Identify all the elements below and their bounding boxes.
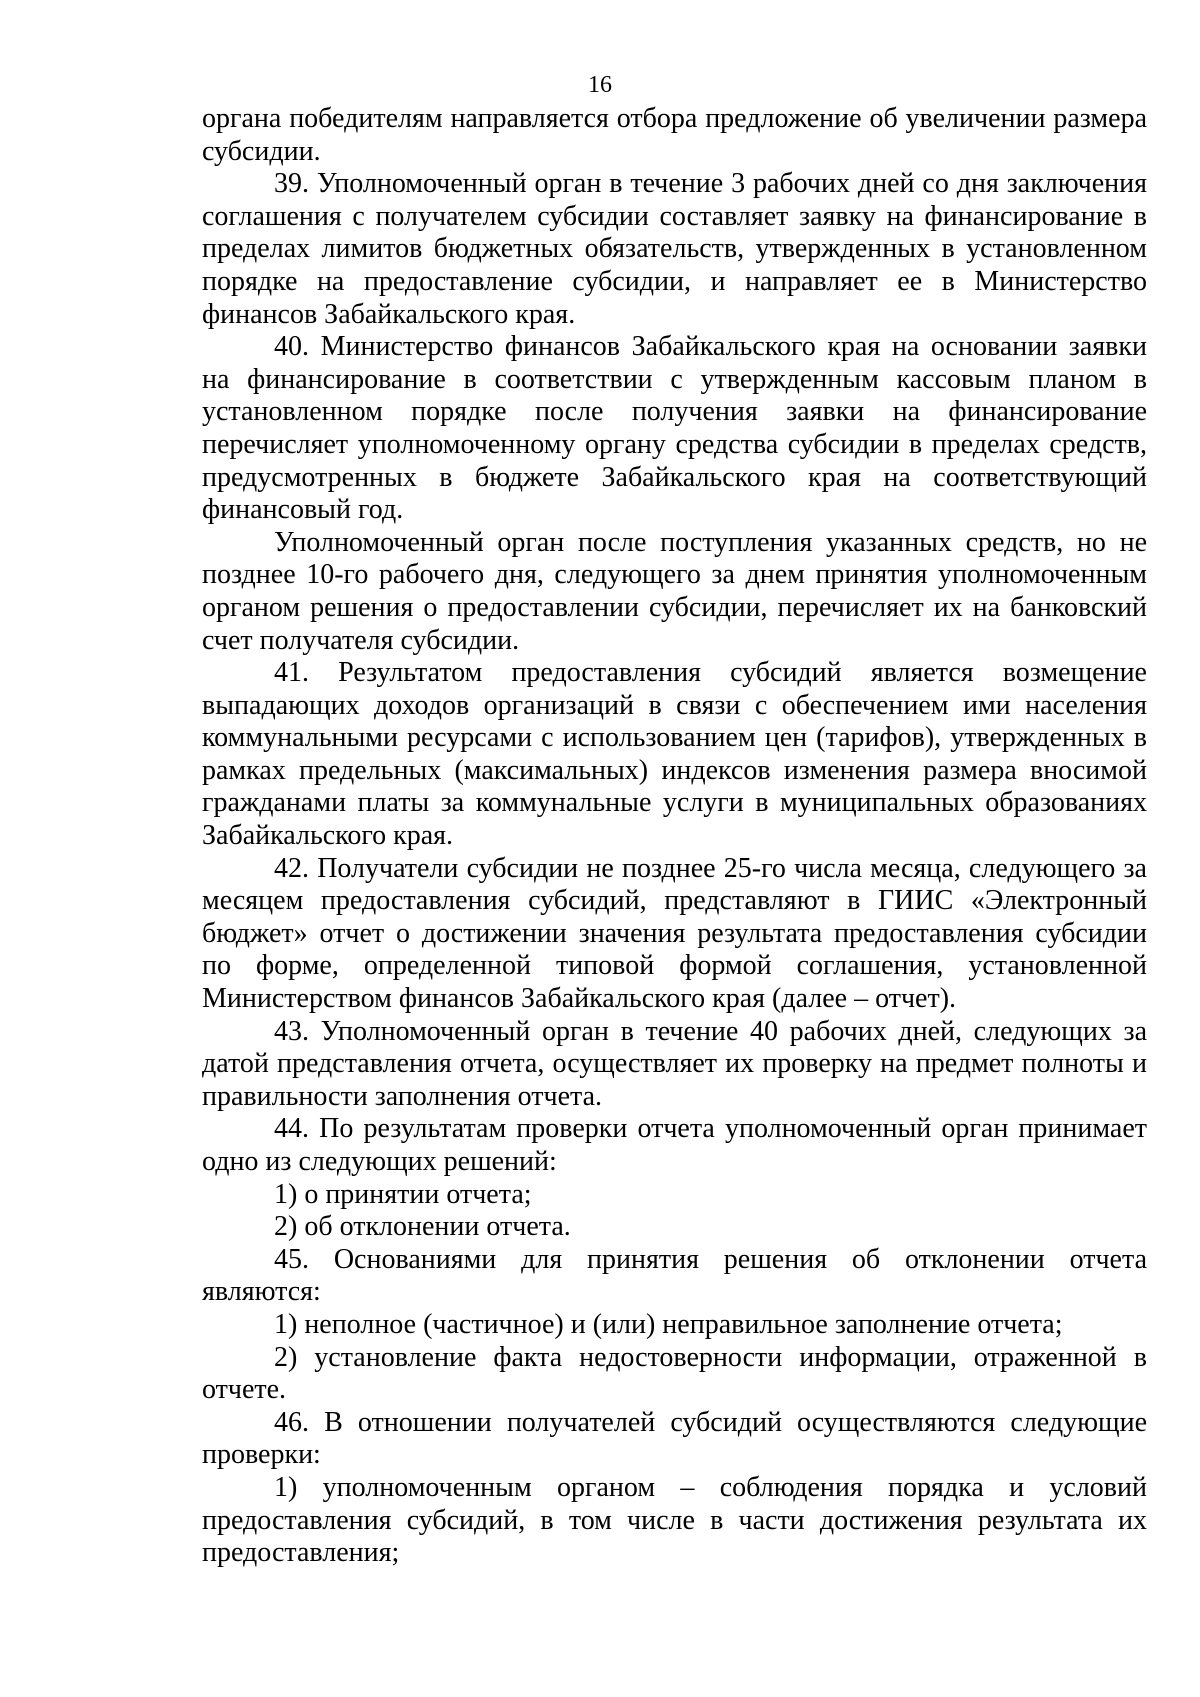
paragraph: Уполномоченный орган после поступления указанных средств, но не позднее 10-го рабочего дня, следующего за днем принятия уполномоченным органом решения о предоставлении субсидии, перечисляет их на банковский счет получателя субсидии. (202, 526, 1147, 656)
paragraph: 39. Уполномоченный орган в течение 3 рабочих дней со дня заключения соглашения с получателем субсидии составляет заявку на финансирование в пределах лимитов бюджетных обязательств, утвержденных в установленном порядке на предоставление субсидии, и направляет ее в Министерство финансов Забайкальского края. (202, 168, 1147, 330)
list-item: 1) о принятии отчета; (274, 1178, 532, 1210)
paragraph: 44. По результатам проверки отчета уполномоченный орган принимает одно из следующих решений: (202, 1113, 1147, 1177)
list-item: 2) об отклонении отчета. (274, 1211, 571, 1243)
paragraph: органа победителям направляется отбора предложение об увеличении размера субсидии. (202, 103, 1147, 167)
paragraph: 45. Основаниями для принятия решения об отклонении отчета являются: (202, 1243, 1147, 1308)
paragraph: 40. Министерство финансов Забайкальского края на основании заявки на финансирование в соответствии с утвержденным кассовым планом в установленном порядке после получения заявки на финансирование перечисляет уполномоченному органу средства субсидии в пределах средств, предусмотренных в бюджете Забайкальского края на соответствующий финансовый год. (202, 331, 1147, 526)
list-item: 2) установление факта недостоверности информации, отраженной в отчете. (202, 1341, 1147, 1406)
paragraph: 43. Уполномоченный орган в течение 40 рабочих дней, следующих за датой представления отчета, осуществляет их проверку на предмет полноты и правильности заполнения отчета. (202, 1015, 1147, 1112)
paragraph: 41. Результатом предоставления субсидий является возмещение выпадающих доходов организаций в связи с обеспечением ими населения коммунальными ресурсами с использованием цен (тарифов), утвержденных в рамках предельных (максимальных) индексов изменения размера вносимой гражданами платы за коммунальные услуги в муниципальных образованиях Забайкальского края. (202, 657, 1147, 852)
list-item: 1) уполномоченным органом – соблюдения порядка и условий предоставления субсидий, в том числе в части достижения результата их предоставления; (202, 1471, 1147, 1569)
page-number: 16 (588, 72, 612, 98)
paragraph: 42. Получатели субсидии не позднее 25-го числа месяца, следующего за месяцем предоставления субсидий, представляют в ГИИС «Электронный бюджет» отчет о достижении значения результата предоставления субсидии по форме, определенной типовой формой соглашения, установленной Министерством финансов Забайкальского края (далее – отчет). (202, 852, 1147, 1015)
document-body (202, 103, 1147, 1570)
list-item: 1) неполное (частичное) и (или) неправильное заполнение отчета; (274, 1308, 1063, 1340)
paragraph: 46. В отношении получателей субсидий осуществляются следующие проверки: (202, 1406, 1147, 1471)
